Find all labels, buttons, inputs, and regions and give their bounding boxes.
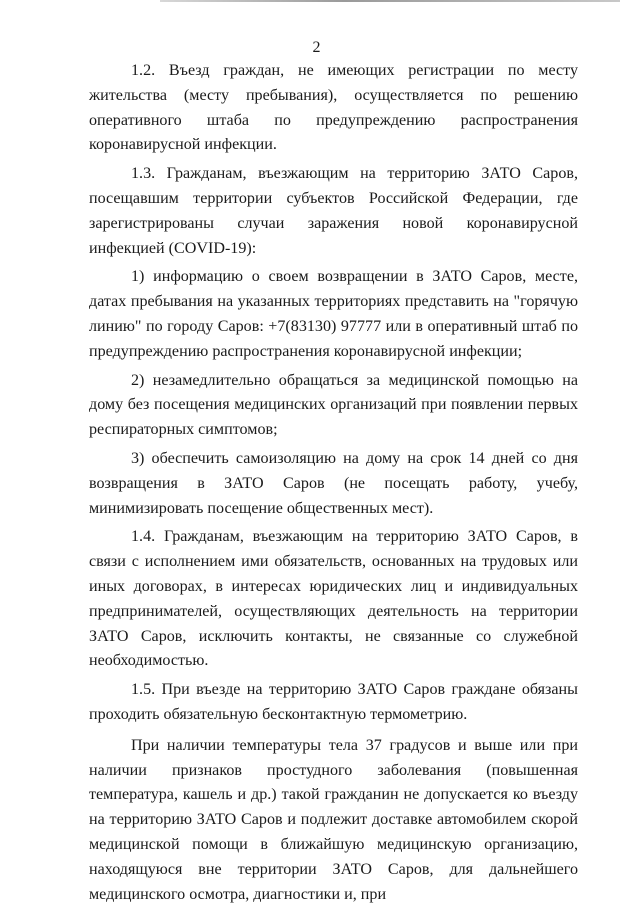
top-edge-rule xyxy=(160,0,620,2)
document-body xyxy=(89,59,578,907)
paragraph-1-3: 1.3. Гражданам, въезжающим на территорию ЗАТО Саров, посещавшим территории субъектов Российской Федерации, где зарегистрированы случаи заражения новой коронавирусной инфекцией (COVID-19): xyxy=(89,165,578,257)
paragraph-1-2: 1.2. Въезд граждан, не имеющих регистрации по месту жительства (месту пребывания), осуществляется по решению оперативного штаба по предупреждению распространения коронавирусной инфекции. xyxy=(89,62,578,154)
paragraph-temperature: При наличии температуры тела 37 градусов и выше или при наличии признаков простудного заболевания (повышенная температура, кашель и др.) такой гражданин не допускается ко въезду на территорию ЗАТО Саров и подлежит доставке автомобилем скорой медицинской помощи в ближайшую медицинскую организацию, находящуюся вне территории ЗАТО Саров, для дальнейшего медицинского осмотра, диагностики и, при xyxy=(89,736,578,903)
list-item-1: 1) информацию о своем возвращении в ЗАТО Саров, месте, датах пребывания на указанных территориях представить на "горячую линию" по городу Саров: +7(83130) 97777 или в оперативный штаб по предупреждению распространения коронавирусной инфекции; xyxy=(89,268,578,360)
page-number: 2 xyxy=(312,39,321,56)
paragraph-1-4: 1.4. Гражданам, въезжающим на территорию ЗАТО Саров, в связи с исполнением ими обязательств, основанных на трудовых или иных договорах, в интересах юридических лиц и индивидуальных предпринимателей, осуществляющих деятельность на территории ЗАТО Саров, исключить контакты, не связанные со служебной необходимостью. xyxy=(89,528,578,670)
list-item-3: 3) обеспечить самоизоляцию на дому на срок 14 дней со дня возвращения в ЗАТО Саров (не посещать работу, учебу, минимизировать посещение общественных мест). xyxy=(89,449,578,517)
paragraph-1-5: 1.5. При въезде на территорию ЗАТО Саров граждане обязаны проходить обязательную бесконтактную термометрию. xyxy=(89,681,578,723)
list-item-2: 2) незамедлительно обращаться за медицинской помощью на дому без посещения медицинских организаций при появлении первых респираторных симптомов; xyxy=(89,371,578,439)
